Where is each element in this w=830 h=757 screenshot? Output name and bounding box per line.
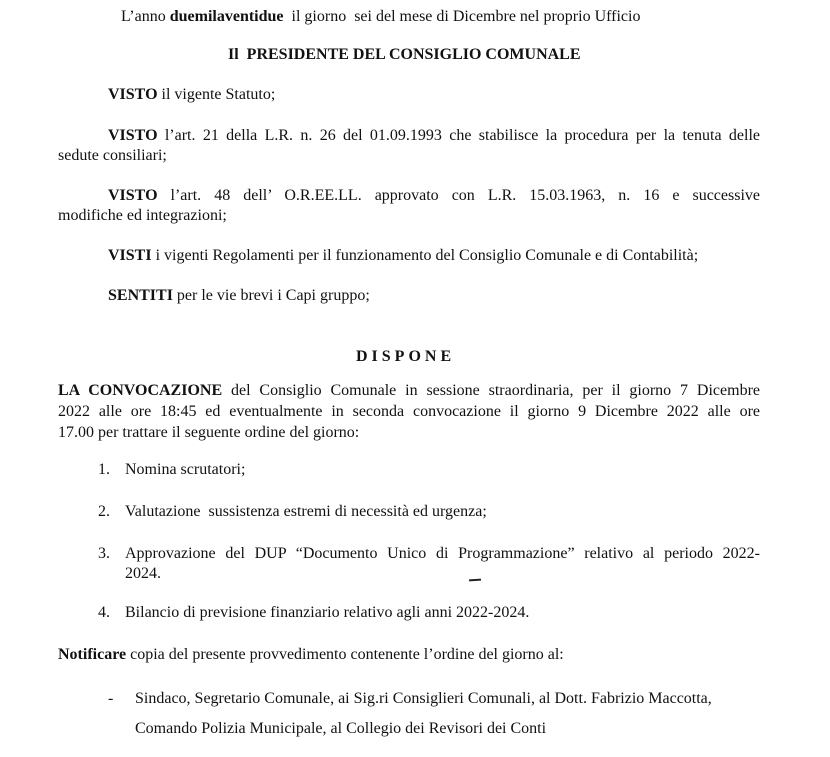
convocazione-text-3: 17.00 per trattare il seguente ordine del giorno: <box>58 424 360 441</box>
intro-year: duemilaventidue <box>169 8 284 25</box>
agenda-item: Valutazione sussistenza estremi di necessità ed urgenza; <box>125 503 487 520</box>
intro-prefix: L’anno <box>121 8 170 25</box>
visto-statuto-text: il vigente Statuto; <box>157 86 276 103</box>
dispone-text: DISPONE <box>356 348 456 365</box>
visto-art48-keyword: VISTO <box>108 187 158 204</box>
heading-text: Il PRESIDENTE DEL CONSIGLIO COMUNALE <box>228 46 581 63</box>
sentiti-keyword: SENTITI <box>108 287 173 304</box>
visto-art21-text: l’art. 21 della L.R. n. 26 del 01.09.1993 che stabilisce la procedura per la tenuta delle <box>157 127 760 144</box>
heading <box>228 45 581 65</box>
visto-art21-keyword: VISTO <box>108 127 158 144</box>
dispone-heading <box>356 347 455 367</box>
convocazione-line2 <box>58 402 760 422</box>
agenda-number: 1. <box>98 461 110 478</box>
convocazione-keyword: LA CONVOCAZIONE <box>58 382 223 399</box>
agenda-item: Bilancio di previsione finanziario relativo agli anni 2022-2024. <box>125 604 530 621</box>
convocazione-text-2: 2022 alle ore 18:45 ed eventualmente in seconda convocazione il giorno 9 Dicembre 2022 alle ore <box>58 403 760 420</box>
sentiti-text: per le vie brevi i Capi gruppo; <box>172 287 370 304</box>
pen-mark <box>469 579 481 582</box>
agenda-item-continuation: 2024. <box>125 565 161 582</box>
convocazione-line1 <box>58 381 760 401</box>
visto-art48-text-2: modifiche ed integrazioni; <box>58 207 227 224</box>
recipients-line1: Sindaco, Segretario Comunale, ai Sig.ri Consiglieri Comunali, al Dott. Fabrizio Maccotta, <box>135 690 712 707</box>
agenda-number: 2. <box>98 503 110 520</box>
convocazione-text: del Consiglio Comunale in sessione straordinaria, per il giorno 7 Dicembre <box>222 382 760 399</box>
notificare-line <box>58 645 564 665</box>
agenda-item: Nomina scrutatori; <box>125 461 246 478</box>
recipients-bullet: - <box>108 690 114 707</box>
visto-art48-line1 <box>108 186 760 206</box>
visto-art48-text: l’art. 48 dell’ O.R.EE.LL. approvato con L.R. 15.03.1963, n. 16 e successive <box>157 187 760 204</box>
notificare-keyword: Notificare <box>58 646 127 663</box>
recipients-line2: Comando Polizia Municipale, al Collegio dei Revisori dei Conti <box>135 720 547 737</box>
visto-art48-line2 <box>58 206 227 226</box>
intro-line <box>121 7 640 27</box>
visto-statuto <box>108 85 275 105</box>
visto-art21-line2 <box>58 146 167 166</box>
visto-statuto-keyword: VISTO <box>108 86 158 103</box>
agenda-number: 4. <box>98 604 110 621</box>
visti-keyword: VISTI <box>108 247 152 264</box>
convocazione-line3 <box>58 423 359 443</box>
visto-art21-line1 <box>108 126 760 146</box>
visti-text: i vigenti Regolamenti per il funzionamento del Consiglio Comunale e di Contabilità; <box>151 247 699 264</box>
intro-rest: il giorno sei del mese di Dicembre nel proprio Ufficio <box>283 8 641 25</box>
visto-art21-text-2: sedute consiliari; <box>58 147 167 164</box>
visti-regolamenti <box>108 246 698 266</box>
agenda-item: Approvazione del DUP “Documento Unico di Programmazione” relativo al periodo 2022- <box>125 545 760 562</box>
agenda-number: 3. <box>98 545 110 562</box>
sentiti-capigruppo <box>108 286 370 306</box>
notificare-text: copia del presente provvedimento contenente l’ordine del giorno al: <box>126 646 564 663</box>
